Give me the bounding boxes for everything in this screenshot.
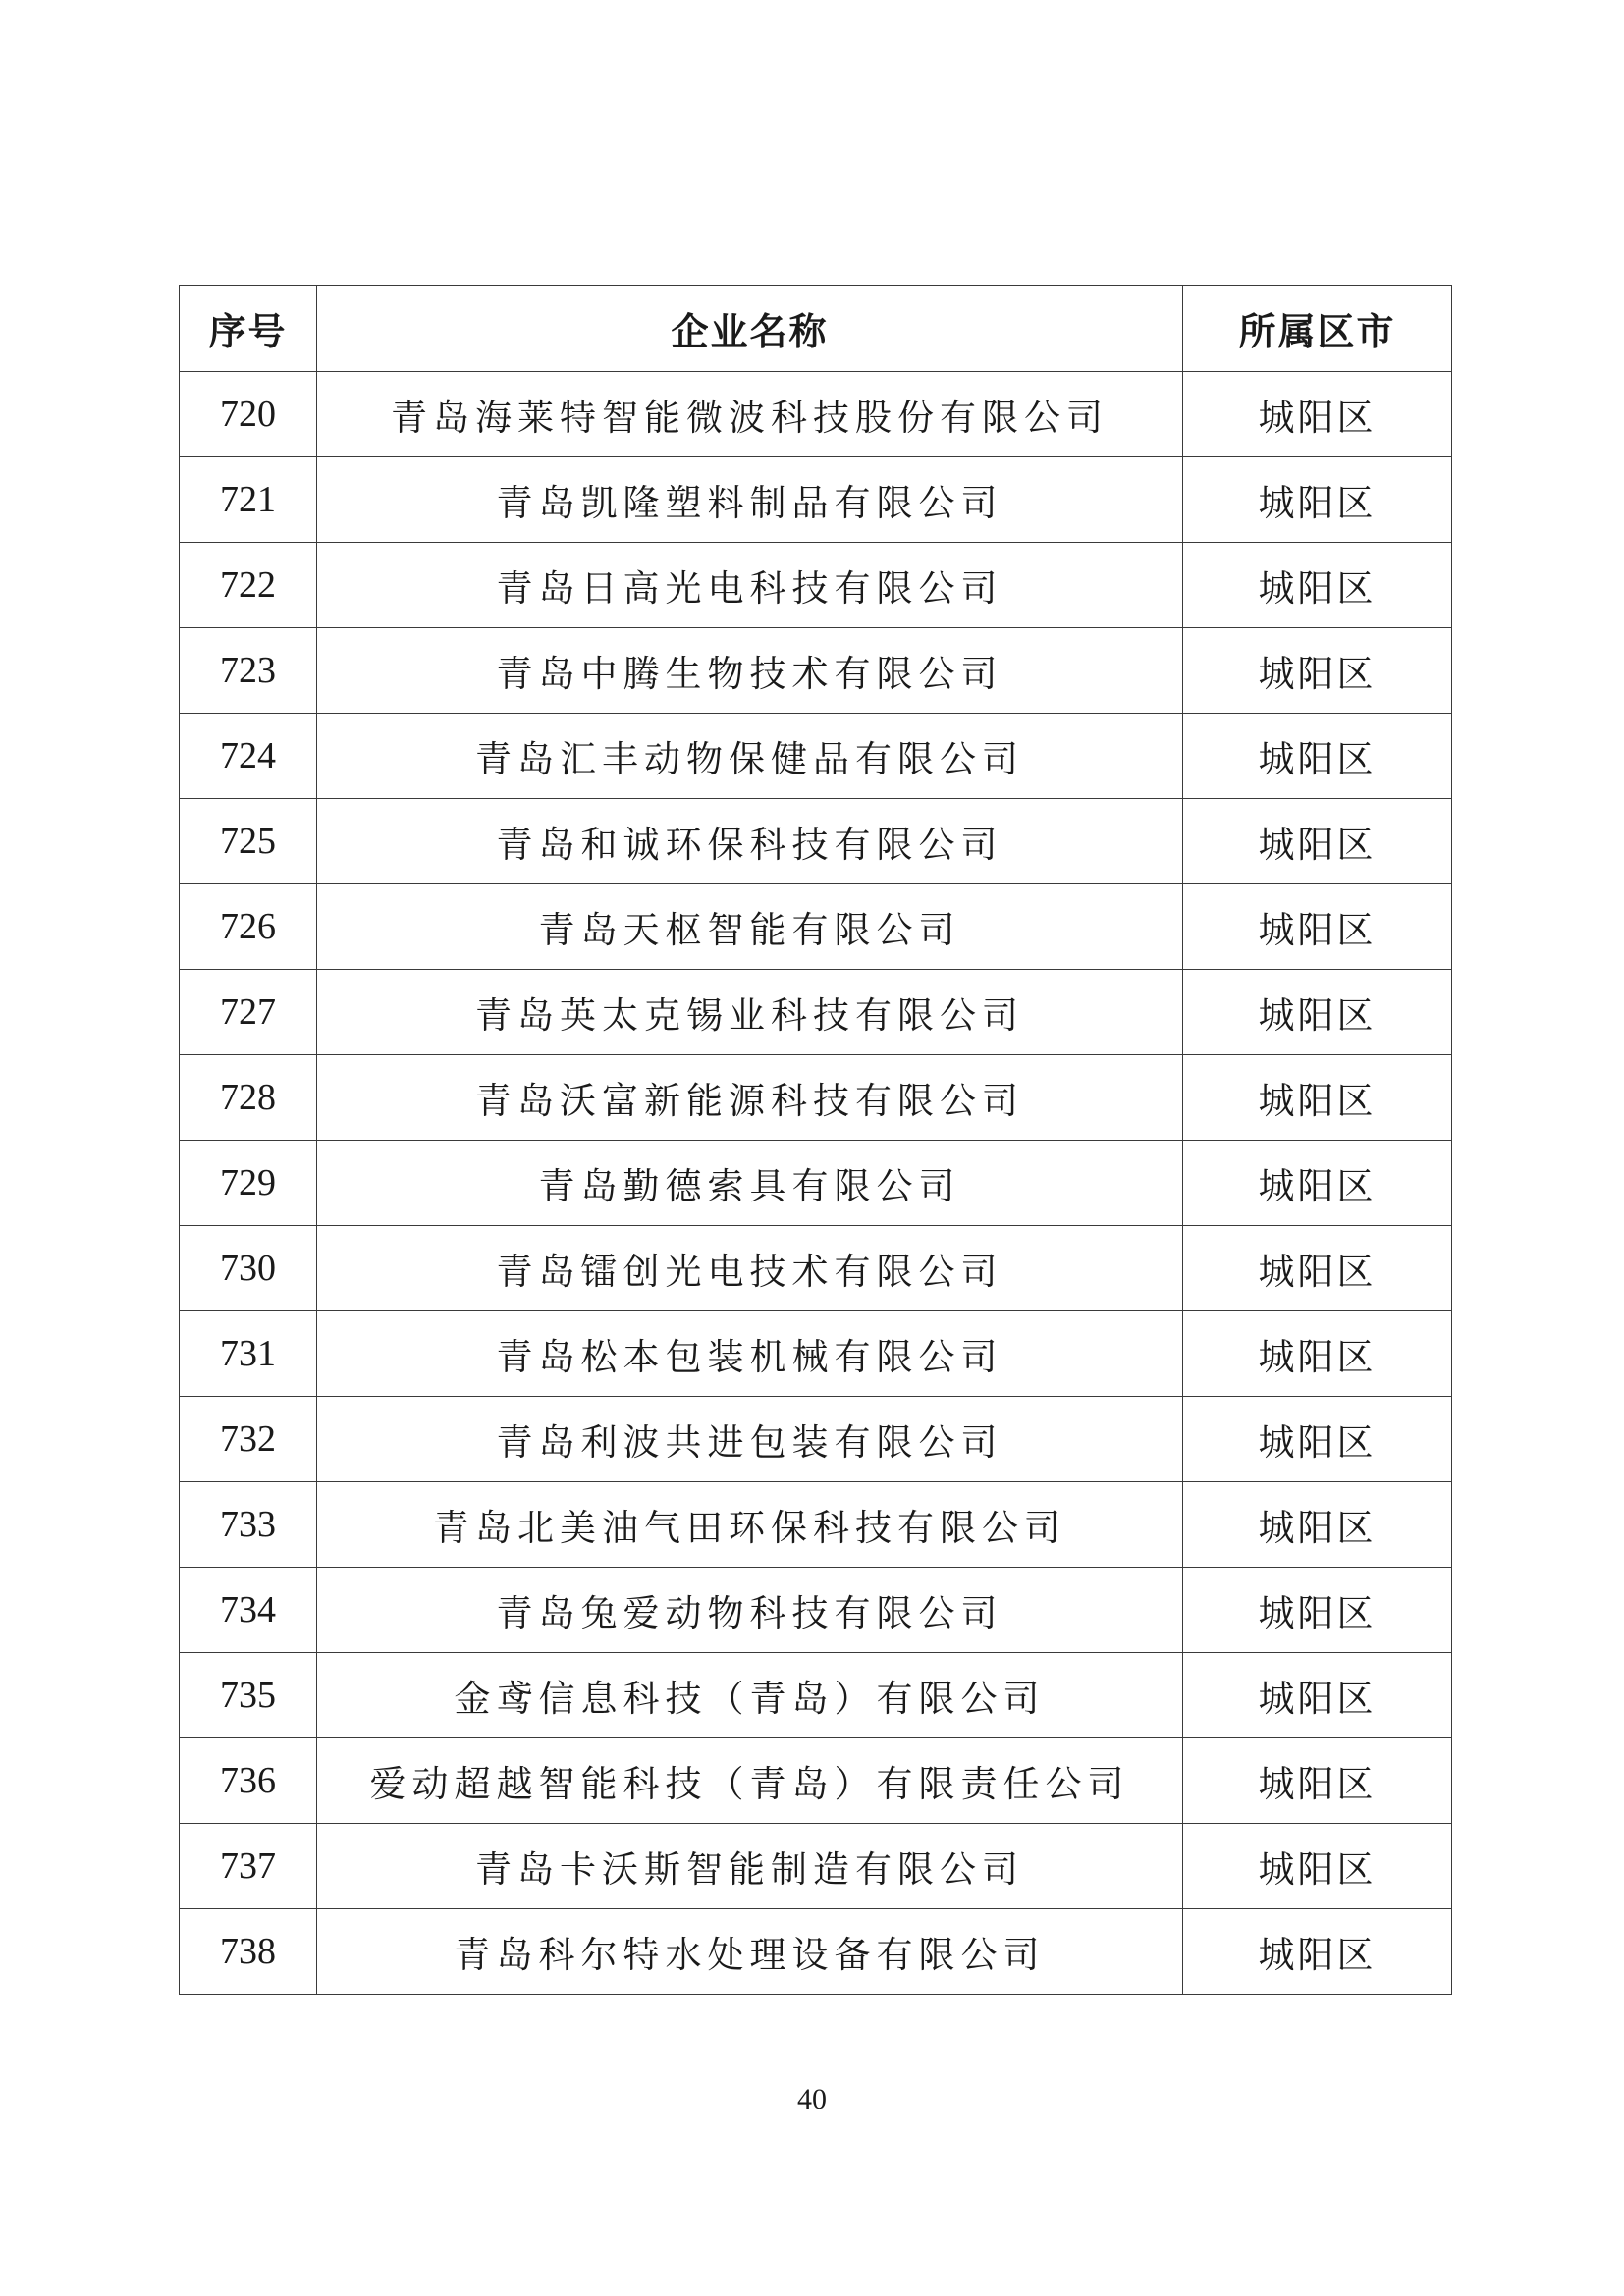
table-row — [180, 457, 1452, 543]
serial-number-cell: 728 — [180, 1055, 317, 1141]
district-cell: 城阳区 — [1183, 372, 1452, 457]
serial-number-cell: 738 — [180, 1909, 317, 1995]
district-cell: 城阳区 — [1183, 1824, 1452, 1909]
table-row — [180, 884, 1452, 970]
table-row — [180, 714, 1452, 799]
table-row — [180, 543, 1452, 628]
enterprise-name-cell: 青岛沃富新能源科技有限公司 — [317, 1055, 1183, 1141]
enterprise-name-cell: 青岛科尔特水处理设备有限公司 — [317, 1909, 1183, 1995]
enterprise-name-cell: 青岛勤德索具有限公司 — [317, 1141, 1183, 1226]
district-cell: 城阳区 — [1183, 1909, 1452, 1995]
table-row — [180, 1909, 1452, 1995]
enterprise-name-cell: 青岛镭创光电技术有限公司 — [317, 1226, 1183, 1311]
enterprise-name-cell: 金鸢信息科技（青岛）有限公司 — [317, 1653, 1183, 1738]
table-body — [180, 372, 1452, 1995]
table-row — [180, 1738, 1452, 1824]
district-cell: 城阳区 — [1183, 543, 1452, 628]
table-row — [180, 1141, 1452, 1226]
serial-number-cell: 730 — [180, 1226, 317, 1311]
enterprise-name-cell: 青岛松本包装机械有限公司 — [317, 1311, 1183, 1397]
serial-number-cell: 721 — [180, 457, 317, 543]
header-district: 所属区市 — [1183, 286, 1452, 372]
enterprise-name-cell: 青岛天枢智能有限公司 — [317, 884, 1183, 970]
page-number: 40 — [797, 2083, 827, 2115]
serial-number-cell: 737 — [180, 1824, 317, 1909]
district-cell: 城阳区 — [1183, 970, 1452, 1055]
district-cell: 城阳区 — [1183, 1738, 1452, 1824]
district-cell: 城阳区 — [1183, 1311, 1452, 1397]
district-cell: 城阳区 — [1183, 1226, 1452, 1311]
district-cell: 城阳区 — [1183, 1141, 1452, 1226]
district-cell: 城阳区 — [1183, 1653, 1452, 1738]
serial-number-cell: 727 — [180, 970, 317, 1055]
district-cell: 城阳区 — [1183, 1482, 1452, 1568]
serial-number-cell: 722 — [180, 543, 317, 628]
enterprise-name-cell: 青岛北美油气田环保科技有限公司 — [317, 1482, 1183, 1568]
enterprise-name-cell: 青岛中腾生物技术有限公司 — [317, 628, 1183, 714]
enterprise-name-cell: 爱动超越智能科技（青岛）有限责任公司 — [317, 1738, 1183, 1824]
serial-number-cell: 731 — [180, 1311, 317, 1397]
enterprise-table — [179, 285, 1452, 1995]
serial-number-cell: 723 — [180, 628, 317, 714]
table-row — [180, 1568, 1452, 1653]
table-row — [180, 1482, 1452, 1568]
serial-number-cell: 732 — [180, 1397, 317, 1482]
table-row — [180, 1311, 1452, 1397]
district-cell: 城阳区 — [1183, 799, 1452, 884]
serial-number-cell: 729 — [180, 1141, 317, 1226]
header-serial-number: 序号 — [180, 286, 317, 372]
enterprise-name-cell: 青岛兔爱动物科技有限公司 — [317, 1568, 1183, 1653]
table-row — [180, 628, 1452, 714]
table-row — [180, 799, 1452, 884]
table-row — [180, 1824, 1452, 1909]
district-cell: 城阳区 — [1183, 457, 1452, 543]
enterprise-name-cell: 青岛和诚环保科技有限公司 — [317, 799, 1183, 884]
serial-number-cell: 735 — [180, 1653, 317, 1738]
enterprise-name-cell: 青岛海莱特智能微波科技股份有限公司 — [317, 372, 1183, 457]
district-cell: 城阳区 — [1183, 1397, 1452, 1482]
district-cell: 城阳区 — [1183, 628, 1452, 714]
serial-number-cell: 725 — [180, 799, 317, 884]
enterprise-name-cell: 青岛利波共进包装有限公司 — [317, 1397, 1183, 1482]
district-cell: 城阳区 — [1183, 1055, 1452, 1141]
table-row — [180, 1055, 1452, 1141]
enterprise-name-cell: 青岛卡沃斯智能制造有限公司 — [317, 1824, 1183, 1909]
table-row — [180, 970, 1452, 1055]
table-header-row — [180, 286, 1452, 372]
enterprise-name-cell: 青岛凯隆塑料制品有限公司 — [317, 457, 1183, 543]
serial-number-cell: 726 — [180, 884, 317, 970]
table-row — [180, 1397, 1452, 1482]
serial-number-cell: 733 — [180, 1482, 317, 1568]
table-row — [180, 1653, 1452, 1738]
enterprise-name-cell: 青岛日高光电科技有限公司 — [317, 543, 1183, 628]
serial-number-cell: 736 — [180, 1738, 317, 1824]
enterprise-name-cell: 青岛汇丰动物保健品有限公司 — [317, 714, 1183, 799]
district-cell: 城阳区 — [1183, 884, 1452, 970]
table-row — [180, 372, 1452, 457]
serial-number-cell: 734 — [180, 1568, 317, 1653]
header-enterprise-name: 企业名称 — [317, 286, 1183, 372]
enterprise-name-cell: 青岛英太克锡业科技有限公司 — [317, 970, 1183, 1055]
district-cell: 城阳区 — [1183, 714, 1452, 799]
serial-number-cell: 724 — [180, 714, 317, 799]
district-cell: 城阳区 — [1183, 1568, 1452, 1653]
serial-number-cell: 720 — [180, 372, 317, 457]
table-row — [180, 1226, 1452, 1311]
